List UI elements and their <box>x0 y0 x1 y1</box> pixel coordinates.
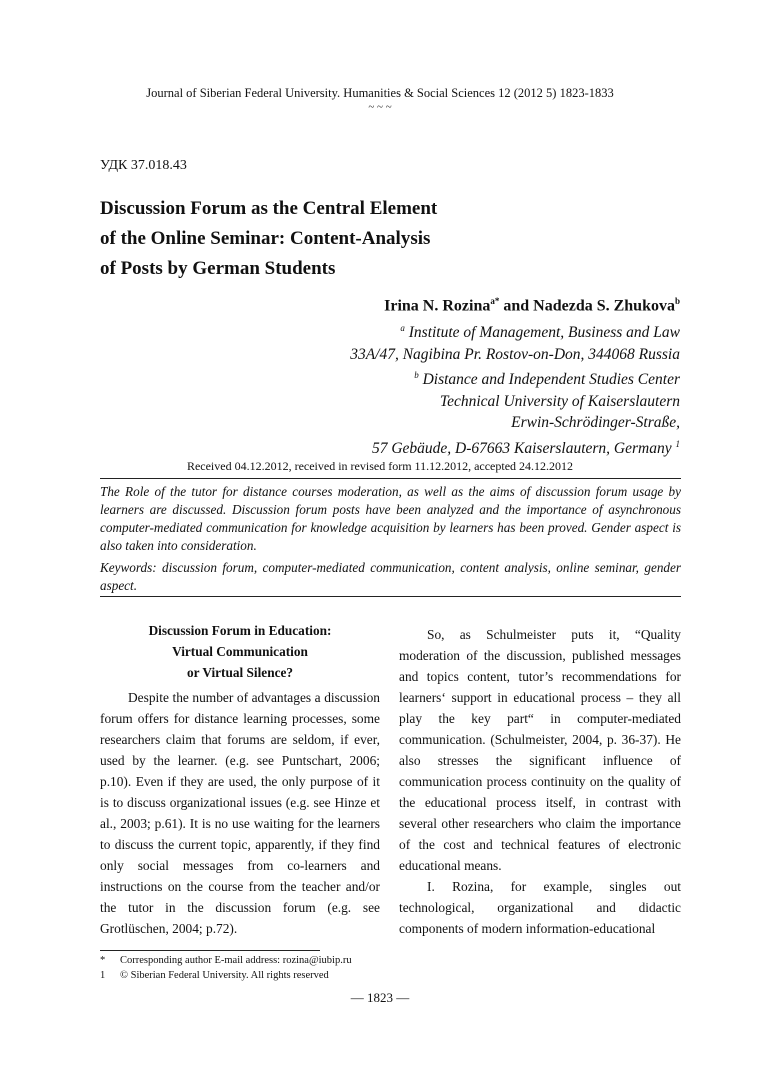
author-name: Irina N. Rozina <box>384 297 491 315</box>
affiliation-line <box>350 434 680 460</box>
paper-title <box>100 194 520 284</box>
affiliation-text: Institute of Management, Business and Law <box>408 324 680 342</box>
title-line: of Posts by German Students <box>100 258 336 279</box>
abstract-bottom-rule <box>100 596 681 597</box>
abstract-top-rule <box>100 478 681 479</box>
affiliation-superscript: b <box>414 370 419 381</box>
footnote-mark: * <box>100 955 106 966</box>
affiliation-line: Erwin-Schrödinger-Straße, <box>511 414 680 432</box>
affiliation-text: 57 Gebäude, D-67663 Kaiserslautern, Germany <box>371 439 672 457</box>
section-heading-line: or Virtual Silence? <box>186 665 294 680</box>
affiliation-line <box>350 318 680 344</box>
right-column <box>399 624 681 939</box>
footnote-rule <box>100 950 320 951</box>
affiliation-text: Distance and Independent Studies Center <box>422 371 680 389</box>
section-heading-line: Discussion Forum in Education: <box>148 623 332 638</box>
footnote-mark: 1 <box>100 970 106 981</box>
header-ornament: ~ ~ ~ <box>368 101 392 113</box>
footnote-ref: 1 <box>675 438 680 449</box>
author-joiner: and <box>499 297 534 315</box>
footnotes <box>100 953 400 983</box>
affiliation-superscript: a <box>400 323 405 333</box>
body-paragraph: Despite the number of advantages a discussion forum offers for distance learning processes, some researchers claim that forums are seldom, if ever, used by the learner. (e.g. see Puntschart, 2006; p.10). Even if they are used, the only purpose of it is to discuss organizational issues (e.g. see Hinze et al., 2003; p.61). It is no use waiting for the learners to discuss the current topic, apparently, if they find only social messages from co-learners and instructions on the course from the teacher and/or the tutor in the discussion forum (e.g. see Grotlüschen, 2004; p.72). <box>100 690 380 936</box>
affiliation-line: Technical University of Kaiserslautern <box>439 392 680 410</box>
title-line: of the Online Seminar: Content-Analysis <box>100 228 431 249</box>
journal-header: Journal of Siberian Federal University. Humanities & Social Sciences 12 (2012 5) 1823-1833 <box>146 86 614 100</box>
udc-code: УДК 37.018.43 <box>100 158 187 173</box>
affiliation-line: 33A/47, Nagibina Pr. Rostov-on-Don, 344068 Russia <box>350 345 680 363</box>
abstract: The Role of the tutor for distance courses moderation, as well as the aims of discussion forum usage by learners are discussed. Discussion forum posts have been analyzed and the importance of asynchronous computer-mediated communication for knowledge acquisition by learners has been proved. Gender aspect is also taken into consideration. <box>100 484 681 553</box>
section-heading-line: Virtual Communication <box>172 644 308 659</box>
received-dates: Received 04.12.2012, received in revised form 11.12.2012, accepted 24.12.2012 <box>186 459 574 473</box>
footnote-text: Corresponding author E-mail address: rozina@iubip.ru <box>120 955 352 966</box>
section-heading <box>100 620 380 683</box>
title-line: Discussion Forum as the Central Element <box>100 198 438 219</box>
body-paragraph: So, as Schulmeister puts it, “Quality moderation of the discussion, published messages and topics content, tutor’s recommendations for learners‘ support in educational process – they all play the key part“ in computer-mediated communication. (Schulmeister, 2004, p. 36-37). He also stresses the significant influence of communication process continuity on the quality of the educational process itself, in contrast with several other researchers who claim the importance of the cost and technical features of electronic educational means. <box>399 627 681 873</box>
keywords: Keywords: discussion forum, computer-mediated communication, content analysis, online seminar, gender aspect. <box>100 560 681 593</box>
footnote <box>100 953 400 968</box>
author-list <box>384 296 680 315</box>
author-superscript: b <box>674 296 680 306</box>
author-superscript: a* <box>490 296 500 306</box>
page-number: — 1823 — <box>350 990 410 1005</box>
body-paragraph: I. Rozina, for example, singles out technological, organizational and didactic components of modern information-educational <box>399 879 681 936</box>
left-column <box>100 620 380 939</box>
affiliations <box>350 318 680 459</box>
affiliation-line <box>350 365 680 391</box>
footnote-text: © Siberian Federal University. All rights reserved <box>120 970 329 981</box>
footnote <box>100 968 400 983</box>
author-name: Nadezda S. Zhukova <box>533 297 675 315</box>
